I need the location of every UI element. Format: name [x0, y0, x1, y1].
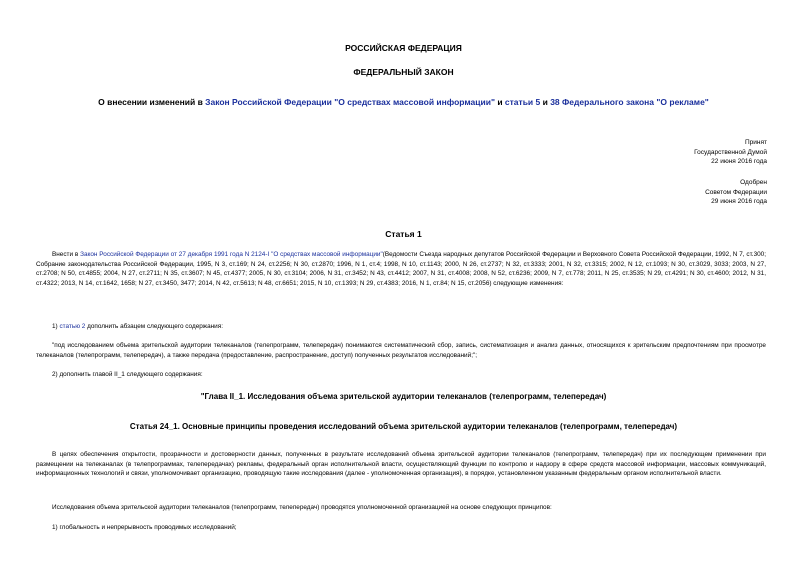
law-title	[20, 97, 787, 107]
title-mid1: и	[494, 97, 505, 107]
quote1: "под исследованием объема зрительской аудитории телеканалов (телепрограмм, телепередач) понимаются систематический сбор, запись, систематизация и анализ данных, относящихся к зрительским предпочтениям при просмотре телеканалов (телепрограмм, телепередач), а также передача (предоставление, распространение, доступ) полученных результатов исследований;";	[36, 342, 766, 359]
item2: 2) дополнить главой II_1 следующего содержания:	[52, 371, 203, 378]
item1-rest: дополнить абзацем следующего содержания:	[85, 323, 223, 330]
article1-intro	[36, 250, 766, 288]
article24-para3: 1) глобальность и непрерывность проводимых исследований;	[52, 524, 237, 531]
accepted-line1: Принят	[744, 139, 767, 146]
article24-heading: Статья 24_1. Основные принципы проведения исследований объема зрительской аудитории телеканалов (телепрограмм, телепередач)	[129, 422, 678, 431]
title-link-advertising-law[interactable]: 38 Федерального закона "О рекламе"	[550, 97, 709, 107]
accepted-block	[694, 138, 767, 167]
approved-line2: Советом Федерации	[705, 188, 767, 196]
intro-link-media-law[interactable]: Закон Российской Федерации от 27 декабря 1991 года N 2124-I "О средствах массовой информации"	[80, 251, 383, 258]
title-mid2: и	[540, 97, 551, 107]
accepted-date: 22 июня 2016 года	[711, 158, 767, 165]
article1-heading: Статья 1	[385, 229, 422, 239]
law-type-heading: ФЕДЕРАЛЬНЫЙ ЗАКОН	[353, 67, 454, 77]
accepted-line2: Государственной Думой	[694, 148, 767, 156]
chapter-heading: "Глава II_1. Исследования объема зрительской аудитории телеканалов (телепрограмм, телепередач)	[200, 392, 607, 401]
intro-rest: (Ведомости Съезда народных депутатов Российской Федерации и Верховного Совета Российской Федерации, 1992, N 7, ст.300; Собрание законодательства Российской Федерации, 1995, N 3, ст.169; N 24, ст.2256; N 30, ст.2870; 1996, N 1, ст.4; 1998, N 10, ст.1143; 2000, N 26, ст.2737; N 32, ст.3333; 2001, N 32, ст.3315; 2002, N 12, ст.1093; N 30, ст.3029, 3033; 2003, N 27, ст.2708; N 50, ст.4855; 2004, N 27, ст.2711; N 35, ст.3607; N 45, ст.4377; 2005, N 30, ст.3104; 2006, N 31, ст.3452; N 43, ст.4412; 2007, N 31, ст.4008; 2008, N 52, ст.6236; 2009, N 7, ст.778; 2011, N 25, ст.3535; N 29, ст.4291; N 30, ст.4600; 2012, N 31, ст.4322; 2013, N 14, ст.1642, 1658; N 27, ст.3450, 3477; 2014, N 42, ст.5613; N 48, ст.6651; 2015, N 10, ст.1393; N 29, ст.4383; 2016, N 1, ст.84; N 15, ст.2056) следующие изменения:	[36, 251, 767, 287]
title-link-media-law[interactable]: Закон Российской Федерации "О средствах массовой информации"	[205, 97, 495, 107]
item1-link-article2[interactable]: статью 2	[59, 323, 86, 330]
approved-date: 29 июня 2016 года	[711, 198, 767, 205]
item1	[36, 322, 766, 332]
intro-prefix: Внести в	[52, 251, 81, 258]
federation-heading: РОССИЙСКАЯ ФЕДЕРАЦИЯ	[345, 43, 462, 53]
item1-prefix: 1)	[52, 323, 60, 330]
approved-line1: Одобрен	[740, 179, 767, 186]
article24-para2: Исследования объема зрительской аудитории телеканалов (телепрограмм, телепередач) проводятся уполномоченной организацией на основе следующих принципов:	[52, 504, 552, 511]
article24-para1: В целях обеспечения открытости, прозрачности и достоверности данных, полученных в результате исследований объема зрительской аудитории телеканалов (телепрограмм, телепередач) при их последующем применении при размещении на телеканалах (в телепрограммах, телепередачах) рекламы, федеральный орган исполнительной власти, осуществляющий функции по контролю и надзору в сфере средств массовой информации, массовых коммуникаций, информационных технологий и связи, уполномочивает организацию, проводящую такие исследования (далее - уполномоченная организация), в порядке, установленном указанным федеральным органом исполнительной власти.	[36, 451, 766, 478]
title-link-article5[interactable]: статьи 5	[504, 97, 541, 107]
title-prefix: О внесении изменений в	[98, 97, 206, 107]
approved-block	[705, 178, 767, 207]
